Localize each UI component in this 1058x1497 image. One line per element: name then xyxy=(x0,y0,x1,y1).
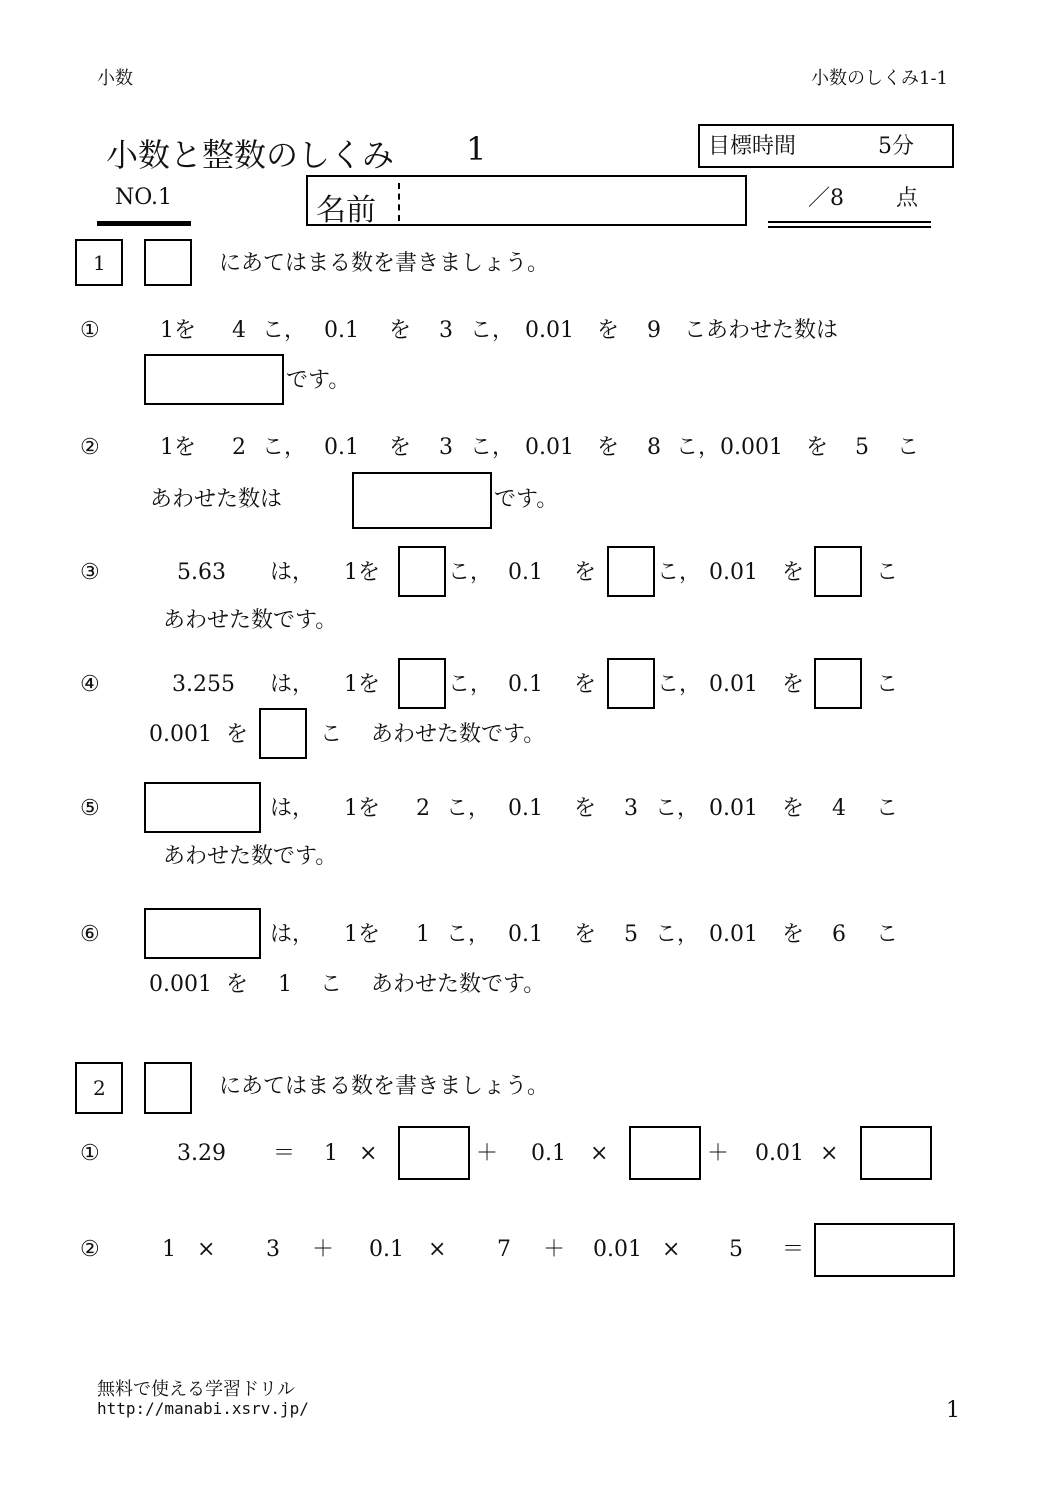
q4-text: こ， xyxy=(657,672,702,697)
q5-text: 0.1 xyxy=(508,796,543,821)
q1-text: こ， xyxy=(262,318,307,343)
name-label: 名前 xyxy=(316,193,376,228)
q6-text: 0.001 xyxy=(149,972,212,997)
footer-url[interactable]: http://manabi.xsrv.jp/ xyxy=(97,1399,309,1418)
header-left: 小数 xyxy=(97,68,133,89)
q2-text: こ， xyxy=(262,435,307,460)
s2q2-text: 0.1 xyxy=(369,1237,404,1262)
s2q1-text: ＋ xyxy=(476,1141,499,1166)
q3-text: 0.01 xyxy=(709,560,758,585)
q4-text: あわせた数です。 xyxy=(371,722,546,747)
s2q1-text: 1 xyxy=(324,1141,338,1166)
q6-text: 0.1 xyxy=(508,922,543,947)
name-divider xyxy=(398,183,400,221)
q2-text: 5 xyxy=(855,435,869,460)
q2-text: を xyxy=(597,435,620,460)
q6-text: を xyxy=(574,922,597,947)
q4-mark: ④ xyxy=(80,672,100,697)
q4-text: 0.001 xyxy=(149,722,212,747)
q3-text: 1を xyxy=(344,560,380,585)
q6-text: こ xyxy=(876,922,899,947)
q1-text: 3 xyxy=(439,318,453,343)
q4-text: こ xyxy=(320,722,343,747)
q6-text: 1 xyxy=(416,922,430,947)
q1-text: 1を xyxy=(160,318,196,343)
q2-text: こ， xyxy=(470,435,515,460)
footer-line1: 無料で使える学習ドリル xyxy=(97,1379,295,1400)
q4-text: は， xyxy=(270,672,315,697)
q3-text: 0.1 xyxy=(508,560,543,585)
q1-mark: ① xyxy=(80,318,100,343)
s2q2-text: 0.01 xyxy=(593,1237,642,1262)
s2q1-answer-box-1[interactable] xyxy=(398,1126,470,1180)
q3-text: こ， xyxy=(448,560,493,585)
sheet-number: NO.1 xyxy=(115,185,172,210)
score-underline-2 xyxy=(768,226,931,228)
name-field[interactable] xyxy=(306,175,747,226)
q6-text: 0.01 xyxy=(709,922,758,947)
q3-text: こ， xyxy=(657,560,702,585)
section2-instruction: にあてはまる数を書きましょう。 xyxy=(219,1074,550,1099)
q4-text: こ， xyxy=(448,672,493,697)
q4-text: 1を xyxy=(344,672,380,697)
s2q1-mark: ① xyxy=(80,1141,100,1166)
q5-text: こ， xyxy=(446,796,491,821)
q3-line2: あわせた数です。 xyxy=(163,608,338,633)
q3-text: を xyxy=(782,560,805,585)
section1-instruction: にあてはまる数を書きましょう。 xyxy=(219,251,550,276)
s2q1-text: × xyxy=(590,1141,609,1166)
q5-text: は， xyxy=(270,796,315,821)
q2-text: こ，0.001 xyxy=(676,435,783,460)
q5-text: 1を xyxy=(344,796,380,821)
q2-text: 1を xyxy=(160,435,196,460)
q1-tail: です。 xyxy=(286,368,351,393)
q6-text: を xyxy=(226,972,249,997)
q1-text: 9 xyxy=(647,318,661,343)
q2-text: を xyxy=(806,435,829,460)
q5-text: 0.01 xyxy=(709,796,758,821)
section1-sample-box xyxy=(144,239,192,286)
section2-number: 2 xyxy=(93,1076,106,1100)
target-time-box xyxy=(698,124,954,168)
q6-text: 1を xyxy=(344,922,380,947)
q4-text: 0.1 xyxy=(508,672,543,697)
q6-mark: ⑥ xyxy=(80,922,100,947)
title-number: 1 xyxy=(466,130,487,168)
q4-answer-box-3[interactable] xyxy=(814,658,862,709)
q6-text: は， xyxy=(270,922,315,947)
q5-text: 2 xyxy=(416,796,430,821)
s2q2-text: ＋ xyxy=(312,1237,335,1262)
q6-text: 5 xyxy=(624,922,638,947)
q1-text: を xyxy=(389,318,412,343)
q5-text: 3 xyxy=(624,796,638,821)
q5-line2: あわせた数です。 xyxy=(163,844,338,869)
target-time-value: 5分 xyxy=(878,134,914,159)
q2-answer-box[interactable] xyxy=(352,472,492,529)
q5-text: こ， xyxy=(655,796,700,821)
q4-text: こ xyxy=(876,672,899,697)
s2q1-answer-box-2[interactable] xyxy=(629,1126,701,1180)
section2-number-box xyxy=(75,1062,123,1114)
s2q1-text: × xyxy=(359,1141,378,1166)
s2q2-mark: ② xyxy=(80,1237,100,1262)
q5-text: を xyxy=(782,796,805,821)
section1-number-box xyxy=(75,239,123,286)
page-title: 小数と整数のしくみ xyxy=(106,136,395,174)
q1-text: を xyxy=(597,318,620,343)
s2q2-text: 5 xyxy=(729,1237,743,1262)
q3-text: 5.63 xyxy=(177,560,226,585)
q1-text: 4 xyxy=(232,318,246,343)
q4-answer-box-2[interactable] xyxy=(607,658,655,709)
s2q2-text: 3 xyxy=(266,1237,280,1262)
q3-answer-box-1[interactable] xyxy=(398,546,446,597)
q3-answer-box-2[interactable] xyxy=(607,546,655,597)
page-number: 1 xyxy=(946,1398,960,1423)
sheet-number-underline xyxy=(97,221,191,226)
q4-text: 0.01 xyxy=(709,672,758,697)
section2-sample-box xyxy=(144,1062,192,1114)
q1-text: 0.01 xyxy=(525,318,574,343)
s2q2-text: 1 xyxy=(162,1237,176,1262)
q5-text: を xyxy=(574,796,597,821)
s2q2-text: 7 xyxy=(497,1237,511,1262)
q2-text: こ xyxy=(897,435,920,460)
q1-answer-box[interactable] xyxy=(144,354,284,405)
s2q1-answer-box-3[interactable] xyxy=(860,1126,932,1180)
q6-text: こ， xyxy=(655,922,700,947)
q2-text: 0.1 xyxy=(324,435,359,460)
q5-text: こ xyxy=(876,796,899,821)
s2q1-text: × xyxy=(820,1141,839,1166)
s2q2-answer-box[interactable] xyxy=(814,1223,955,1277)
q4-text: 3.255 xyxy=(172,672,235,697)
q6-answer-box[interactable] xyxy=(144,908,261,959)
score-total: ／8 xyxy=(808,186,844,211)
q2-text: 0.01 xyxy=(525,435,574,460)
q2-text: 3 xyxy=(439,435,453,460)
q6-text: こ xyxy=(320,972,343,997)
s2q2-text: × xyxy=(662,1237,681,1262)
q5-mark: ⑤ xyxy=(80,796,100,821)
q6-text: こ， xyxy=(446,922,491,947)
q4-answer-box-4[interactable] xyxy=(259,708,307,759)
q4-answer-box-1[interactable] xyxy=(398,658,446,709)
q3-answer-box-3[interactable] xyxy=(814,546,862,597)
q6-text: を xyxy=(782,922,805,947)
q6-text: 1 xyxy=(278,972,292,997)
q3-text: こ xyxy=(876,560,899,585)
q3-text: は， xyxy=(270,560,315,585)
q2-mark: ② xyxy=(80,435,100,460)
q1-text: こ， xyxy=(470,318,515,343)
section1-number: 1 xyxy=(93,251,106,275)
q2-text: を xyxy=(389,435,412,460)
q1-text: こあわせた数は xyxy=(684,318,839,343)
q6-text: 6 xyxy=(832,922,846,947)
s2q1-text: ＝ xyxy=(273,1141,296,1166)
s2q1-text: ＋ xyxy=(707,1141,730,1166)
q4-text: を xyxy=(226,722,249,747)
s2q1-text: 0.01 xyxy=(755,1141,804,1166)
s2q2-text: × xyxy=(428,1237,447,1262)
s2q2-text: × xyxy=(197,1237,216,1262)
s2q1-text: 3.29 xyxy=(177,1141,226,1166)
q3-mark: ③ xyxy=(80,560,100,585)
q4-text: を xyxy=(574,672,597,697)
q3-text: を xyxy=(574,560,597,585)
q6-text: あわせた数です。 xyxy=(371,972,546,997)
q2-text: 2 xyxy=(232,435,246,460)
q5-answer-box[interactable] xyxy=(144,782,261,833)
header-right: 小数のしくみ1-1 xyxy=(811,68,948,89)
q2-text: 8 xyxy=(647,435,661,460)
q5-text: 4 xyxy=(832,796,846,821)
s2q1-text: 0.1 xyxy=(531,1141,566,1166)
score-underline-1 xyxy=(768,221,931,223)
score-unit: 点 xyxy=(896,186,919,211)
q1-text: 0.1 xyxy=(324,318,359,343)
target-time-label: 目標時間 xyxy=(708,134,797,159)
q4-text: を xyxy=(782,672,805,697)
s2q2-text: ＋ xyxy=(543,1237,566,1262)
q2-tail: です。 xyxy=(494,487,559,512)
q2-prefix: あわせた数は xyxy=(150,487,283,512)
s2q2-text: ＝ xyxy=(782,1237,805,1262)
